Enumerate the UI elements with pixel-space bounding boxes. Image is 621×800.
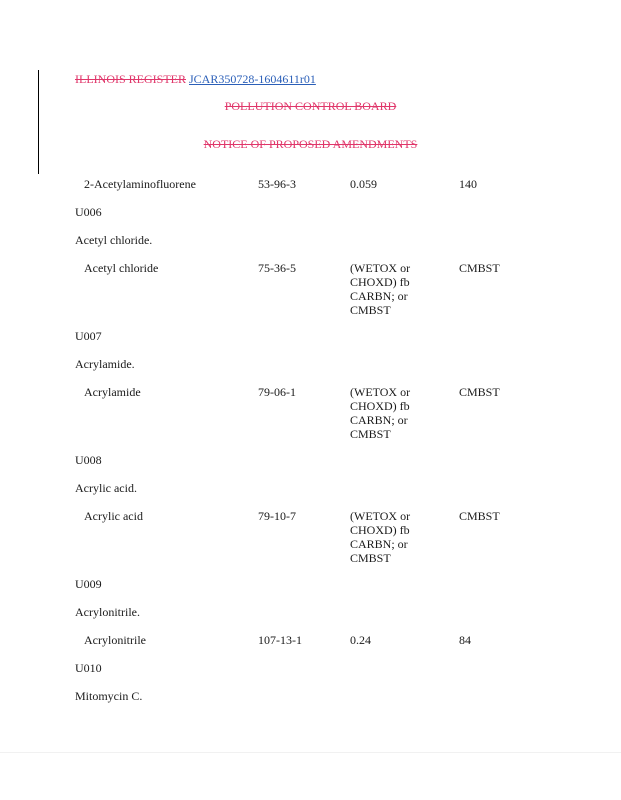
cas-number: 79-06-1 (258, 385, 296, 399)
wastewater-standard (350, 385, 410, 441)
nonwastewater-standard: CMBST (459, 261, 500, 275)
standard-line: CARBN; or (350, 289, 408, 303)
agency-title: POLLUTION CONTROL BOARD (224, 99, 397, 113)
standard-line: CMBST (350, 427, 391, 441)
constituent-name: 2-Acetylaminofluorene (84, 177, 196, 191)
waste-description: Mitomycin C. (75, 689, 143, 703)
waste-description: Acetyl chloride. (75, 233, 153, 247)
waste-code: U008 (75, 453, 102, 467)
constituent-name: Acrylamide (84, 385, 141, 399)
register-header (75, 72, 316, 87)
waste-code: U009 (75, 577, 102, 591)
struck-register-title: ILLINOIS REGISTER (75, 72, 186, 86)
standard-line: CARBN; or (350, 413, 408, 427)
constituent-name: Acrylonitrile (84, 633, 146, 647)
cas-number: 79-10-7 (258, 509, 296, 523)
standard-line: CMBST (350, 303, 391, 317)
wastewater-standard (350, 261, 410, 317)
wastewater-standard: 0.24 (350, 633, 371, 647)
wastewater-standard (350, 509, 410, 565)
revision-bar (38, 70, 39, 174)
nonwastewater-standard: CMBST (459, 385, 500, 399)
waste-description: Acrylonitrile. (75, 605, 140, 619)
nonwastewater-standard: 84 (459, 633, 471, 647)
standard-line: (WETOX or (350, 509, 411, 523)
notice-title: NOTICE OF PROPOSED AMENDMENTS (203, 137, 418, 151)
cas-number: 75-36-5 (258, 261, 296, 275)
wastewater-standard: 0.059 (350, 177, 377, 191)
standard-line: CHOXD) fb (350, 523, 410, 537)
standard-line: (WETOX or (350, 385, 411, 399)
cas-number: 107-13-1 (258, 633, 302, 647)
standard-line: (WETOX or (350, 261, 411, 275)
constituent-name: Acetyl chloride (84, 261, 159, 275)
waste-description: Acrylamide. (75, 357, 135, 371)
inserted-document-id: JCAR350728-1604611r01 (189, 72, 316, 86)
constituent-name: Acrylic acid (84, 509, 143, 523)
waste-code: U010 (75, 661, 102, 675)
nonwastewater-standard: 140 (459, 177, 477, 191)
cas-number: 53-96-3 (258, 177, 296, 191)
standard-line: CHOXD) fb (350, 399, 410, 413)
waste-description: Acrylic acid. (75, 481, 137, 495)
standard-line: CMBST (350, 551, 391, 565)
standard-line: CHOXD) fb (350, 275, 410, 289)
standard-line: CARBN; or (350, 537, 408, 551)
waste-code: U006 (75, 205, 102, 219)
nonwastewater-standard: CMBST (459, 509, 500, 523)
waste-code: U007 (75, 329, 102, 343)
page-footer-rule (0, 752, 621, 753)
